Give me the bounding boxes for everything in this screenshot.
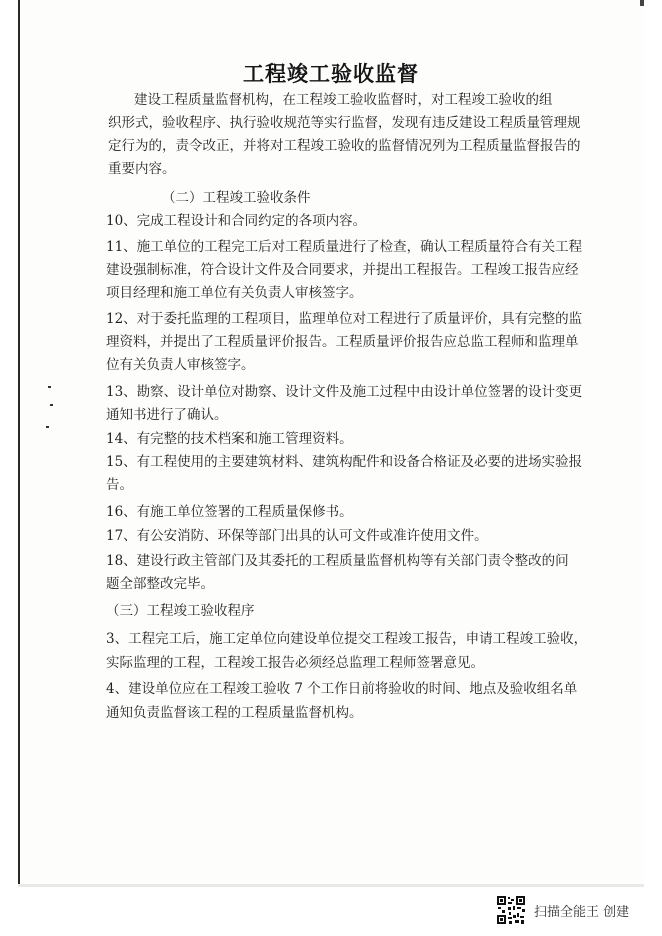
list-item-cont: 建设强制标准，符合设计文件及合同要求，并提出工程报告。工程竣工报告应经 — [106, 262, 579, 278]
scan-bottom-edge — [18, 884, 644, 887]
list-item-cont: 位有关负责人审核签字。 — [106, 357, 255, 373]
list-item-cont: 实际监理的工程，工程竣工报告必须经总监理工程师签署意见。 — [106, 655, 484, 671]
list-item-cont: 题全部整改完毕。 — [106, 576, 214, 592]
list-item-cont: 项目经理和施工单位有关负责人审核签字。 — [106, 285, 363, 301]
list-item: 10、完成工程设计和合同约定的各项内容。 — [106, 213, 367, 229]
list-item-cont: 理资料，并提出了工程质量评价报告。工程质量评价报告应总监工程师和监理单 — [106, 334, 579, 350]
intro-line: 建设工程质量监督机构，在工程竣工验收监督时，对工程竣工验收的组 — [134, 92, 553, 108]
intro-line: 重要内容。 — [108, 161, 176, 177]
list-item-cont: 告。 — [106, 477, 133, 493]
scan-corner-mark — [640, 0, 644, 6]
list-item: 3、工程完工后，施工定单位向建设单位提交工程竣工报告，申请工程竣工验收， — [106, 631, 588, 647]
list-item: 4、建设单位应在工程竣工验收 7 个工作日前将验收的时间、地点及验收组名单 — [106, 681, 578, 697]
list-item: 17、有公安消防、环保等部门出具的认可文件或准许使用文件。 — [106, 528, 488, 544]
intro-line: 定行为的，责令改正，并将对工程竣工验收的监督情况列为工程质量监督报告的 — [108, 138, 581, 154]
scan-speck — [46, 426, 49, 428]
section-heading-conditions: （二）工程竣工验收条件 — [162, 190, 311, 206]
list-item: 15、有工程使用的主要建筑材料、建筑构配件和设备合格证及必要的进场实验报 — [106, 454, 583, 470]
list-item: 14、有完整的技术档案和施工管理资料。 — [106, 431, 353, 447]
intro-line: 织形式，验收程序、执行验收规范等实行监督，发现有违反建设工程质量管理规 — [108, 115, 581, 131]
list-item: 13、勘察、设计单位对勘察、设计文件及施工过程中由设计单位签署的设计变更 — [106, 384, 583, 400]
document-title: 工程竣工验收监督 — [243, 61, 419, 86]
scan-speck — [50, 404, 53, 406]
section-heading-procedure: （三）工程竣工验收程序 — [106, 603, 255, 619]
list-item: 12、对于委托监理的工程项目，监理单位对工程进行了质量评价，具有完整的监 — [106, 311, 583, 327]
list-item: 16、有施工单位签署的工程质量保修书。 — [106, 504, 353, 520]
qr-code-icon — [496, 895, 526, 925]
list-item: 18、建设行政主管部门及其委托的工程质量监督机构等有关部门责令整改的问 — [106, 553, 569, 569]
scan-speck — [48, 386, 51, 388]
list-item-cont: 通知书进行了确认。 — [106, 407, 228, 423]
scanner-watermark — [496, 894, 629, 926]
watermark-text: 扫描全能王 创建 — [534, 904, 630, 920]
list-item: 11、施工单位的工程完工后对工程质量进行了检查，确认工程质量符合有关工程 — [106, 239, 583, 255]
list-item-cont: 通知负责监督该工程的工程质量监督机构。 — [106, 705, 363, 721]
